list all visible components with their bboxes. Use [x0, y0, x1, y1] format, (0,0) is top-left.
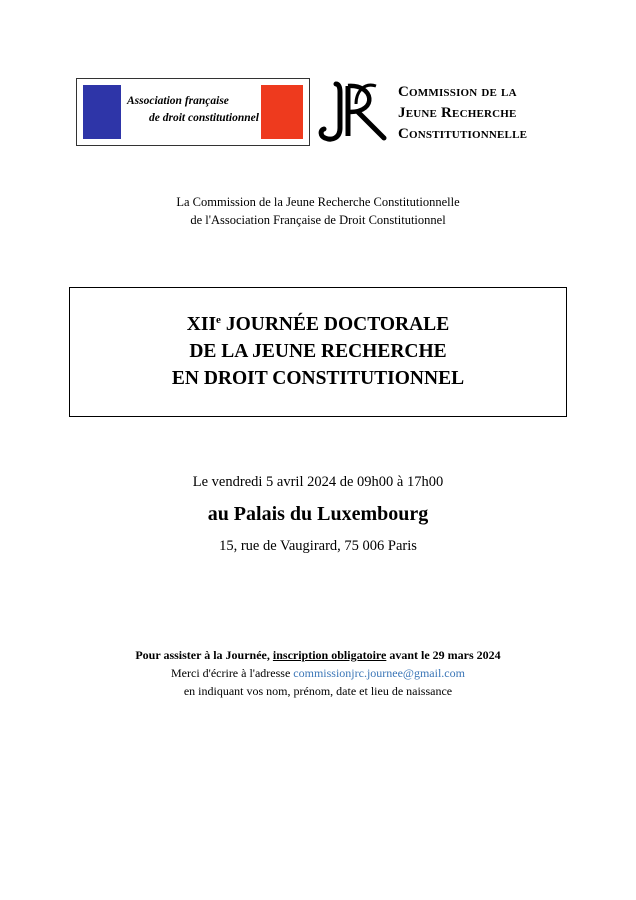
title-line-2: DE LA JEUNE RECHERCHE [189, 341, 447, 362]
jrc-name-line-2: Jeune Recherche [398, 105, 517, 121]
intro-line-2: de l'Association Française de Droit Constitutionnel [190, 213, 446, 227]
jrc-name-line-1: Commission de la [398, 84, 517, 100]
registration-write-prefix: Merci d'écrire à l'adresse [171, 666, 294, 680]
jrc-commission-name [398, 82, 527, 145]
registration-email-link[interactable]: commissionjrc.journee@gmail.com [293, 666, 465, 680]
afdc-logo-line-2: de droit constitutionnel [149, 112, 259, 124]
flag-blue-band [83, 85, 121, 139]
intro-line-1: La Commission de la Jeune Recherche Constitutionnelle [176, 195, 460, 209]
registration-details: en indiquant vos nom, prénom, date et lieu de naissance [183, 684, 453, 698]
title-line-1-rest: JOURNÉE DOCTORALE [220, 314, 450, 335]
event-title [70, 311, 566, 392]
event-date: Le vendredi 5 avril 2024 de 09h00 à 17h00 [192, 474, 444, 490]
jrc-monogram-logo [316, 78, 396, 144]
afdc-logo [76, 78, 310, 146]
registration-deadline: avant le 29 mars 2024 [386, 648, 501, 662]
registration-info [0, 646, 636, 700]
afdc-logo-line-1: Association française [127, 95, 229, 107]
title-box [69, 287, 567, 417]
registration-requirement [0, 646, 636, 664]
title-ordinal-suffix: e [216, 314, 221, 326]
event-address: 15, rue de Vaugirard, 75 006 Paris [219, 538, 417, 554]
title-roman-numeral: XII [186, 314, 217, 335]
intro-text [0, 193, 636, 229]
title-line-3: EN DROIT CONSTITUTIONNEL [171, 368, 465, 389]
event-venue: au Palais du Luxembourg [207, 503, 429, 525]
registration-prefix: Pour assister à la Journée, [135, 648, 273, 662]
afdc-logo-text [127, 93, 263, 127]
flag-red-band [261, 85, 303, 139]
registration-mandatory: inscription obligatoire [272, 648, 387, 662]
registration-contact [0, 664, 636, 682]
jrc-name-line-3: Constitutionnelle [398, 126, 528, 142]
title-line-1 [70, 311, 566, 338]
